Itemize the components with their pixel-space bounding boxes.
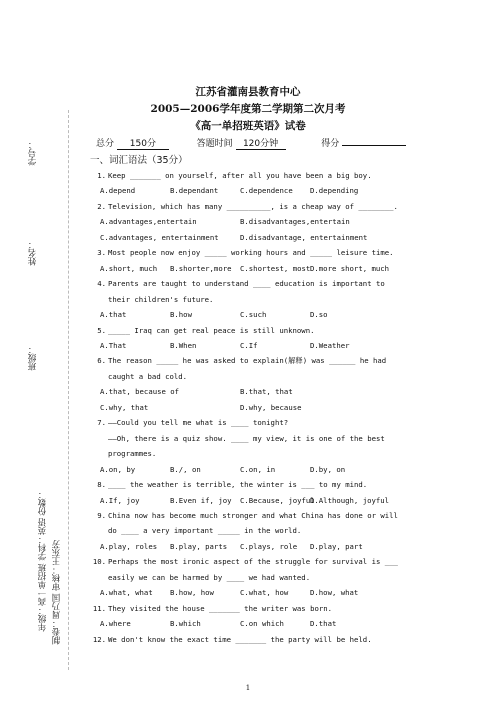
question-stem — [92, 508, 432, 523]
question-text: Keep _______ on yourself, after all you have been a big boy. — [108, 171, 372, 180]
options-row — [92, 214, 432, 229]
option: D.how, what — [310, 588, 359, 598]
options-row — [92, 384, 432, 399]
question-stem — [92, 199, 432, 214]
options-row — [92, 183, 432, 198]
question-continuation: do ____ a very important _____ in the world. — [108, 526, 302, 536]
option: C.such — [240, 310, 267, 320]
question-number: 9. — [97, 510, 106, 520]
question-number: 3. — [97, 248, 106, 258]
question-text: Parents are taught to understand ____ education is important to — [108, 279, 385, 289]
question-continuation: easily we can be harmed by ____ we had wanted. — [108, 572, 311, 582]
question-text: Perhaps the most ironic aspect of the struggle for survival is ___ — [108, 557, 398, 567]
question-stem — [92, 632, 432, 647]
option: D.Although, joyful — [310, 495, 390, 505]
options-row — [92, 307, 432, 322]
student-id-label: 学号： — [28, 140, 38, 166]
option: B.which — [170, 619, 201, 629]
option: A.depend — [100, 186, 136, 196]
question-continuation: their children's future. — [108, 294, 214, 304]
option: C.advantages, entertainment — [100, 232, 219, 242]
question-stem — [92, 477, 432, 492]
section-title: 一、词汇语法（35分） — [90, 155, 188, 166]
option: D.why, because — [240, 402, 302, 412]
option: B.how, how — [170, 588, 214, 598]
binding-line — [68, 110, 69, 670]
option: C.plays, role — [240, 541, 298, 551]
option: D.Weather — [310, 340, 350, 350]
question-text: ——Could you tell me what is ____ tonight? — [108, 418, 289, 428]
question-number: 6. — [97, 356, 106, 366]
score-field — [342, 145, 406, 146]
question-text: Most people now enjoy _____ working hours and _____ leisure time. — [108, 248, 394, 258]
options-row — [92, 338, 432, 353]
question-continuation: programmes. — [108, 449, 157, 459]
question-number: 7. — [97, 418, 106, 428]
questions-list — [92, 168, 432, 647]
score-label: 得分 — [321, 139, 340, 149]
option: B./, on — [170, 464, 201, 474]
options-row — [92, 539, 432, 554]
question-text: Television, which has many __________, is a cheap way of ________. — [108, 201, 398, 211]
question-stem — [92, 168, 432, 183]
total-label: 总分 — [96, 139, 115, 149]
option: B.When — [170, 340, 197, 350]
option: A.that, because of — [100, 387, 180, 397]
option: D.so — [310, 310, 328, 320]
option: C.on, in — [240, 464, 276, 474]
question-number: 5. — [97, 325, 106, 335]
question-number: 2. — [97, 201, 106, 211]
question-text: The reason _____ he was asked to explain(解释) was ______ he had — [108, 356, 387, 366]
question-stem — [92, 554, 432, 569]
option: A.where — [100, 619, 131, 629]
option: C.Because, joyful — [240, 495, 315, 505]
options-row — [92, 261, 432, 276]
question-stem — [92, 353, 432, 368]
option: C.shortest, most — [240, 263, 311, 273]
option: D.depending — [310, 186, 359, 196]
option: C.why, that — [100, 402, 149, 412]
org-title: 江苏省灌南县教育中心 — [195, 86, 301, 98]
question-number: 1. — [97, 171, 106, 180]
option: D.that — [310, 619, 337, 629]
option: C.dependence — [240, 186, 293, 196]
options-row — [92, 462, 432, 477]
option: C.on which — [240, 619, 284, 629]
question-stem — [92, 245, 432, 260]
option: B.that, that — [240, 387, 293, 397]
option: C.what, how — [240, 588, 289, 598]
question-stem — [92, 601, 432, 616]
question-text: ____ the weather is terrible, the winter is ___ to my mind. — [108, 480, 368, 490]
question-number: 12. — [92, 634, 106, 644]
question-number: 11. — [92, 603, 106, 613]
option: D.by, on — [310, 464, 346, 474]
option: B.how — [170, 310, 192, 320]
question-text: We don't know the exact time _______ the party will be held. — [108, 634, 372, 644]
question-number: 10. — [92, 557, 106, 567]
exam-meta — [96, 136, 426, 150]
page-number: 1 — [245, 684, 251, 692]
question-number: 8. — [97, 480, 106, 490]
option: B.disadvantages,entertain — [240, 217, 350, 227]
question-stem — [92, 276, 432, 291]
question-text: They visited the house _______ the writer was born. — [108, 603, 333, 613]
time-label: 答题时间 — [196, 139, 233, 149]
option: B.dependant — [170, 186, 219, 196]
option: A.on, by — [100, 464, 136, 474]
question-continuation: ——Oh, there is a quiz show. ____ my view, it is one of the best — [108, 433, 385, 443]
options-row — [92, 585, 432, 600]
options-row — [92, 400, 432, 415]
class-label: 班级： — [28, 345, 38, 371]
option: A.advantages,entertain — [100, 217, 197, 227]
option: A.what, what — [100, 588, 153, 598]
question-stem — [92, 323, 432, 338]
question-stem — [92, 415, 432, 430]
name-label: 姓名： — [28, 240, 38, 266]
grade-info: 年级：高一单招班 学科：英语 份数： — [38, 490, 48, 632]
total-value: 150分 — [117, 136, 169, 150]
option: D.more short, much — [310, 263, 390, 273]
author-info: 制卷：周乃国 审核：王东芳 — [52, 540, 62, 645]
subject-title: 《高一单招班英语》试卷 — [190, 120, 306, 132]
option: A.that — [100, 310, 127, 320]
question-continuation: caught a bad cold. — [108, 371, 188, 381]
time-value: 120分钟 — [236, 136, 286, 150]
options-row — [92, 230, 432, 245]
option: A.short, much — [100, 263, 158, 273]
options-row — [92, 616, 432, 631]
options-row — [92, 493, 432, 508]
option: B.play, parts — [170, 541, 228, 551]
exam-title: 2005—2006学年度第二学期第二次月考 — [150, 103, 346, 115]
option: A.play, roles — [100, 541, 158, 551]
question-number: 4. — [97, 279, 106, 289]
option: B.shorter,more — [170, 263, 232, 273]
option: A.If, joy — [100, 495, 140, 505]
question-text: _____ Iraq can get real peace is still unknown. — [108, 325, 315, 335]
option: C.If — [240, 340, 258, 350]
option: A.That — [100, 340, 127, 350]
question-text: China now has become much stronger and what China has done or will — [108, 510, 398, 520]
option: D.disadvantage, entertainment — [240, 232, 368, 242]
option: D.play, part — [310, 541, 363, 551]
option: B.Even if, joy — [170, 495, 232, 505]
